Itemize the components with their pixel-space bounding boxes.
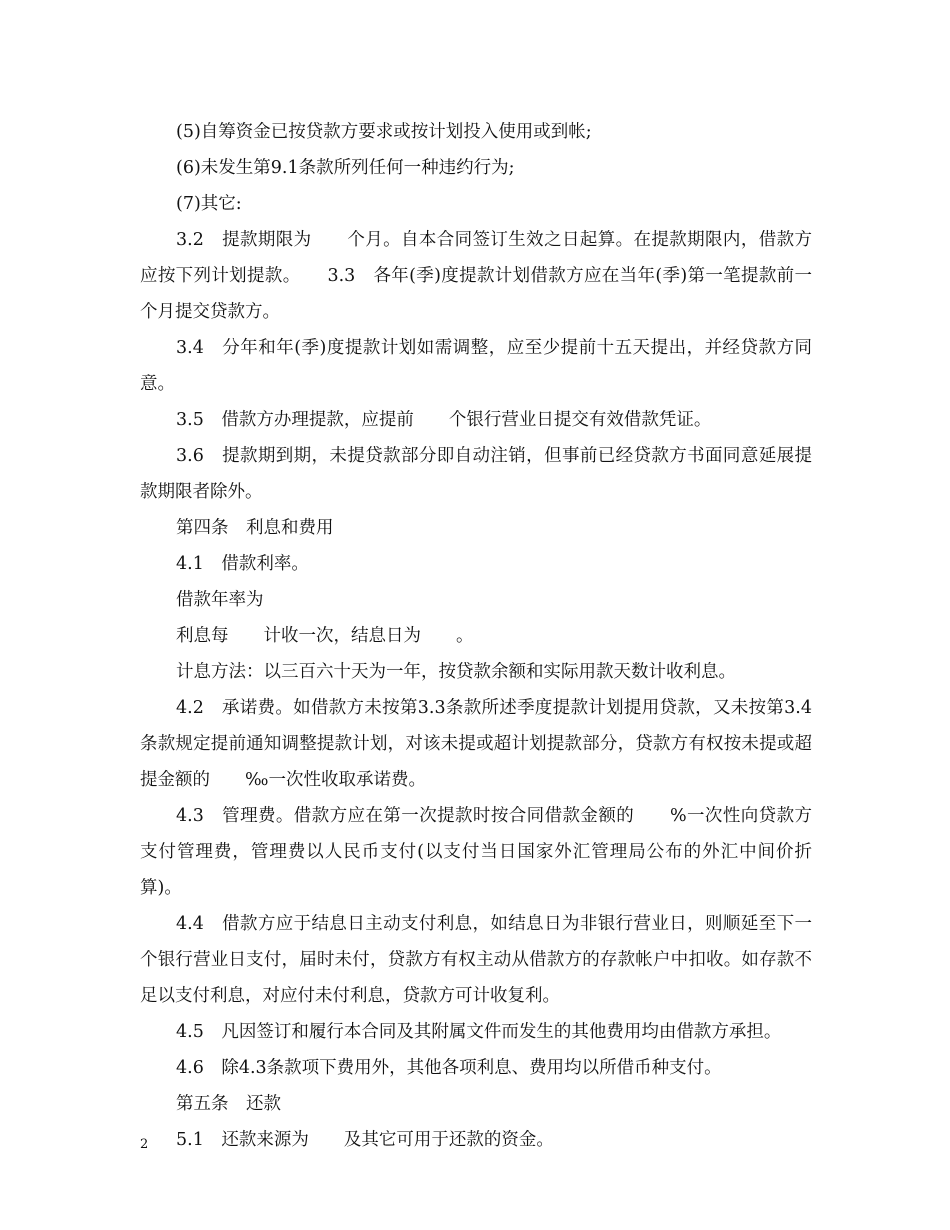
interest-method-line: 计息方法：以三百六十天为一年，按贷款余额和实际用款天数计收利息。 bbox=[176, 662, 736, 682]
clause-4-4: 4.4 借款方应于结息日主动支付利息，如结息日为非银行营业日，则顺延至下一个银行营业日支付，届时未付，贷款方有权主动从借款方的存款帐户中扣收。如存款不足以支付利息，对应付未付利息，贷款方可计收复利。 bbox=[140, 914, 812, 1006]
paragraph-5: (5)自筹资金已按贷款方要求或按计划投入使用或到帐; bbox=[176, 122, 592, 142]
document-body bbox=[140, 114, 812, 1158]
page-number: 2 bbox=[140, 1137, 149, 1152]
clause-3-4: 3.4 分年和年(季)度提款计划如需调整，应至少提前十五天提出，并经贷款方同意。 bbox=[140, 338, 812, 394]
article-4-heading: 第四条 利息和费用 bbox=[176, 518, 334, 538]
paragraph-7: (7)其它: bbox=[176, 194, 242, 214]
clause-5-1: 5.1 还款来源为 及其它可用于还款的资金。 bbox=[176, 1130, 554, 1150]
article-5-heading: 第五条 还款 bbox=[176, 1094, 281, 1114]
clause-3-2-3-3: 3.2 提款期限为 个月。自本合同签订生效之日起算。在提款期限内，借款方应按下列计划提款。 3.3 各年(季)度提款计划借款方应在当年(季)第一笔提款前一个月提交贷款方。 bbox=[140, 230, 812, 322]
clause-4-3: 4.3 管理费。借款方应在第一次提款时按合同借款金额的 %一次性向贷款方支付管理费，管理费以人民币支付(以支付当日国家外汇管理局公布的外汇中间价折算)。 bbox=[140, 806, 812, 898]
interest-settlement-line: 利息每 计收一次，结息日为 。 bbox=[176, 626, 474, 646]
annual-rate-line: 借款年率为 bbox=[176, 590, 264, 610]
clause-4-6: 4.6 除4.3条款项下费用外，其他各项利息、费用均以所借币种支付。 bbox=[176, 1058, 722, 1078]
clause-4-5: 4.5 凡因签订和履行本合同及其附属文件而发生的其他费用均由借款方承担。 bbox=[176, 1022, 782, 1042]
paragraph-6: (6)未发生第9.1条款所列任何一种违约行为; bbox=[176, 158, 515, 178]
clause-3-5: 3.5 借款方办理提款，应提前 个银行营业日提交有效借款凭证。 bbox=[176, 410, 712, 430]
clause-4-1: 4.1 借款利率。 bbox=[176, 554, 309, 574]
clause-3-6: 3.6 提款期到期，未提贷款部分即自动注销，但事前已经贷款方书面同意延展提款期限者除外。 bbox=[140, 446, 812, 502]
clause-4-2: 4.2 承诺费。如借款方未按第3.3条款所述季度提款计划提用贷款，又未按第3.4条款规定提前通知调整提款计划，对该未提或超计划提款部分，贷款方有权按未提或超提金额的 ‰一次性收取承诺费。 bbox=[140, 698, 812, 790]
